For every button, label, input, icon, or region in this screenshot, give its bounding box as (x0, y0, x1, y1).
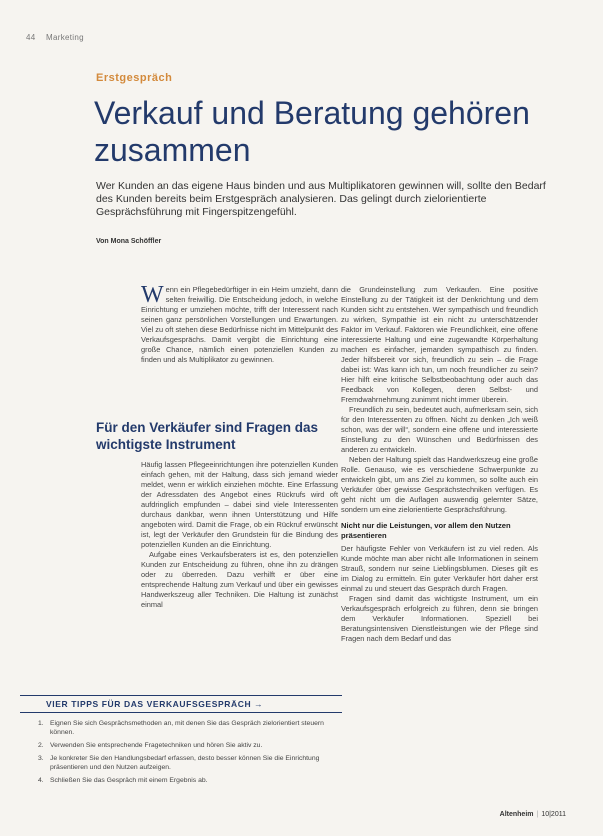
issue-number: 10|2011 (541, 811, 566, 818)
page-footer (500, 811, 566, 818)
section-subhead: Für den Verkäufer sind Fragen das wichtigste Instrument (96, 420, 319, 452)
kicker: Erstgespräch (96, 72, 173, 84)
tip-number: 1. (38, 720, 44, 727)
article-lead: Wer Kunden an das eigene Haus binden und aus Multiplikatoren gewinnen will, sollte den Bedarf des Kunden bereits beim Erstgespräch analysieren. Das gelingt durch zielorientierte Gesprächsführung mit Fingerspitzengefühl. (96, 180, 546, 218)
section-name: Marketing (46, 33, 84, 42)
tips-list (20, 719, 342, 785)
tip-text: Je konkreter Sie den Handlungsbedarf erfassen, desto besser können Sie die Einrichtung präsentieren und den Nutzen aufzeigen. (50, 755, 320, 771)
footer-separator: | (536, 811, 539, 818)
tip-item (38, 754, 342, 772)
tip-item (38, 719, 342, 737)
tip-number: 4. (38, 777, 44, 784)
running-head (26, 33, 84, 42)
body-paragraph: Fragen sind damit das wichtigste Instrument, um ein Verkaufsgespräch erfolgreich zu führen, denn sie bringen dem Verkäufer Informationen. Speziell bei Beratungsintensiven Dienstleistungen wie der Pflege sind Fragen nach dem Bedarf und das (341, 594, 538, 643)
intro-text: enn ein Pflegebedürftiger in ein Heim umzieht, dann selten freiwillig. Die Entscheidung jedoch, in welche Einrichtung er umziehen möchte, trifft der Interessent nach seinen ganz persönlichen Vorstellungen und Erwartungen. Viel zu oft stehen diese Bedürfnisse nicht im Mittelpunkt des Verkaufsgesprächs. Damit vergibt die Einrichtung eine große Chance, nämlich einen potenziellen Kunden zu finden und als Multiplikator zu gewinnen. (141, 285, 338, 364)
tip-number: 3. (38, 755, 44, 762)
intro-paragraph (141, 282, 338, 365)
body-paragraph: Der häufigste Fehler von Verkäufern ist zu viel reden. Als Kunde möchte man aber nicht alle Informationen in seinem Strauß, sondern nur seine Lieblingsblumen. Dieses gilt es im Dialog zu ermitteln. Ein guter Verkäufer hört daher erst einmal zu und steuert das Gespräch durch Fragen. (341, 544, 538, 593)
magazine-brand: Altenheim (499, 811, 534, 818)
article-title: Verkauf und Beratung gehören zusammen (94, 95, 530, 168)
section-subhead-small: Nicht nur die Leistungen, vor allem den Nutzen präsentieren (341, 521, 511, 540)
tip-text: Schließen Sie das Gespräch mit einem Ergebnis ab. (50, 777, 208, 784)
page-number: 44 (26, 33, 36, 42)
tip-item (38, 776, 342, 785)
body-paragraph: Freundlich zu sein, bedeutet auch, aufmerksam sein, sich für den Interessenten zu öffnen. Nicht zu denken „Ich weiß schon, was der will“, sondern eine offene und interessierte Einstellung zu den Wünschen und Bedürfnissen des anderen zu entwickeln. (341, 405, 538, 454)
dropcap: W (141, 282, 164, 308)
byline: Von Mona Schöffler (96, 238, 162, 245)
body-paragraph: Neben der Haltung spielt das Handwerkszeug eine große Rolle. Genauso, wie es verschiedene Schwerpunkte zu entwickeln gibt, um ans Ziel zu kommen, so sollte auch ein Verkäufer über gewisse Gesprächstechniken verfügen. Es geht nicht um die Auflagen auswendig gelernter Sätze, sondern um eine zielorientierte Gesprächsführung. (341, 455, 538, 514)
right-body-column (341, 285, 538, 644)
left-body-column (141, 460, 338, 610)
tip-item (38, 741, 342, 750)
body-paragraph: Aufgabe eines Verkaufsberaters ist es, den potenziellen Kunden zur Entscheidung zu führen, ohne ihn zu drängen oder zu überreden. Dazu verhilft er über eine entsprechende Haltung zum Verkauf und über ein gewisses Handwerkszeug aller Techniken. Die Haltung ist zunächst einmal (141, 550, 338, 609)
intro-column (141, 282, 338, 365)
tips-box (20, 695, 342, 807)
tip-text: Verwenden Sie entsprechende Fragetechniken und hören Sie aktiv zu. (50, 742, 263, 749)
body-paragraph: Häufig lassen Pflegeeinrichtungen ihre potenziellen Kunden einfach gehen, mit der Haltung, dass sich jemand wieder meldet, wenn er wirklich einziehen möchte. Eine Erfassung der Adressdaten des Angebot eines Rückrufs wird oft aufdringlich empfunden – dabei sind viele Interessenten durchaus dankbar, wenn ihnen Unterstützung und Hilfe angeboten wird. Damit die Frage, ob ein Rückruf erwünscht ist, legt der Verkäufer den Grundstein für die Bindung des potenziellen Kunden an die Einrichtung. (141, 460, 338, 549)
tip-text: Eignen Sie sich Gesprächsmethoden an, mit denen Sie das Gespräch zielorientiert steuern können. (50, 720, 324, 736)
tip-number: 2. (38, 742, 44, 749)
tips-heading: VIER TIPPS FÜR DAS VERKAUFSGESPRÄCH → (20, 695, 342, 713)
body-paragraph: die Grundeinstellung zum Verkaufen. Eine positive Einstellung zu der Tätigkeit ist der Denkrichtung und dem Kunden sicht zu entstehen. Wer sympathisch und freundlich zu wirken, Sympathie ist ein nicht zu unterschätzender Faktor im Verkauf. Faktoren wie Freundlichkeit, eine offene interessierte Haltung und eine zugewandte Körperhaltung machen es einfacher, jemanden sympathisch zu finden. Jeder hilfsbereit vor sich, freundlich zu sein – die Frage dabei ist: Was kann ich tun, um noch freundlicher zu sein? Hier hilft eine kritische Selbstbeobachtung oder auch das Feedback von Kollegen, deren Selbst- und Fremdwahrnehmung zunimmt nicht immer überein. (341, 285, 538, 404)
